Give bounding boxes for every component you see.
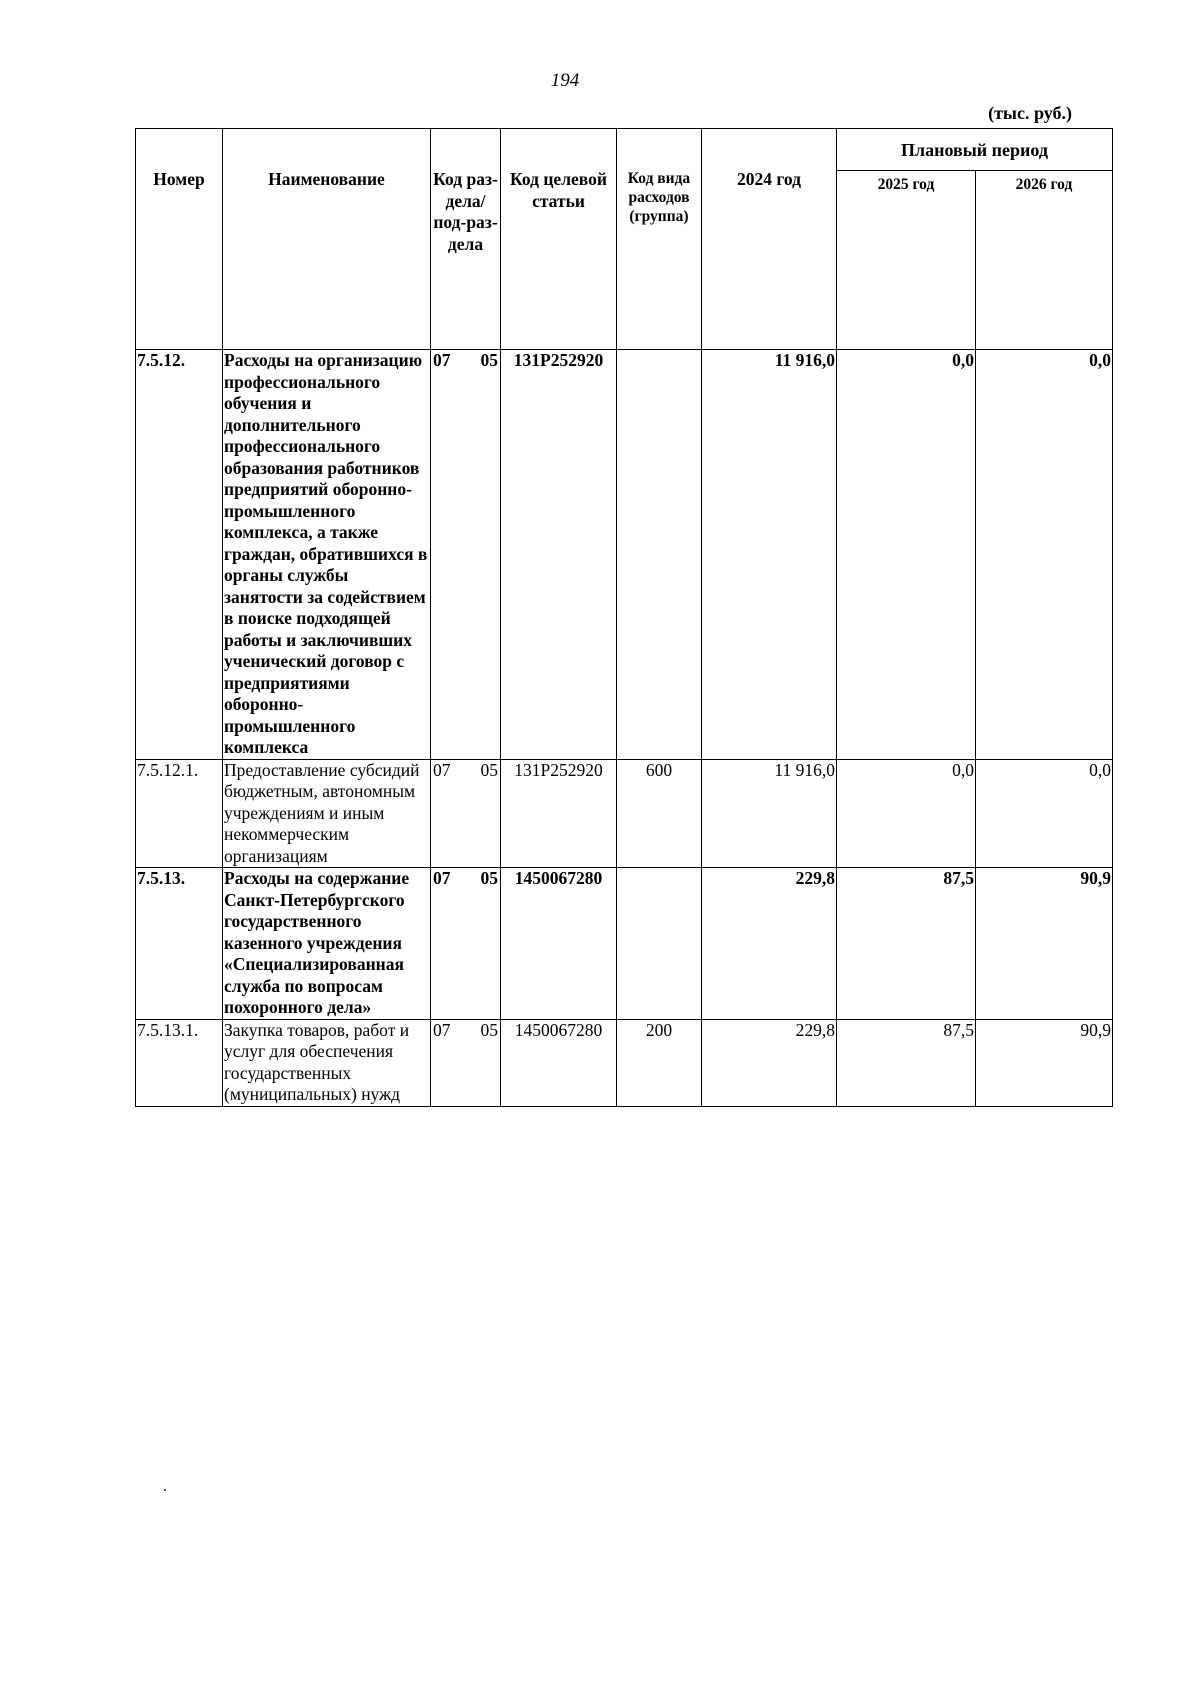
row-number: 7.5.13. <box>136 868 223 1020</box>
header-planning-period: Плановый период <box>837 129 1113 171</box>
row-section-code <box>431 868 501 1020</box>
row-amount-2026: 90,9 <box>976 868 1113 1020</box>
row-section: 07 <box>433 350 451 370</box>
table-row <box>136 759 1113 868</box>
row-target-code: 131P252920 <box>501 759 617 868</box>
header-year-2025: 2025 год <box>837 171 976 350</box>
row-target-code: 131P252920 <box>501 350 617 760</box>
row-expense-type <box>617 868 702 1020</box>
row-amount-2026: 0,0 <box>976 350 1113 760</box>
budget-table <box>135 128 1113 1107</box>
row-number: 7.5.13.1. <box>136 1019 223 1106</box>
header-year-2024: 2024 год <box>702 129 837 350</box>
row-expense-type <box>617 350 702 760</box>
row-amount-2024: 229,8 <box>702 868 837 1020</box>
row-target-code: 1450067280 <box>501 1019 617 1106</box>
row-amount-2025: 87,5 <box>837 868 976 1020</box>
row-amount-2024: 11 916,0 <box>702 350 837 760</box>
row-name: Предоставление субсидий бюджетным, автономным учреждениям и иным некоммерческим организациям <box>223 759 431 868</box>
row-amount-2026: 90,9 <box>976 1019 1113 1106</box>
row-section: 07 <box>433 759 451 780</box>
row-name: Закупка товаров, работ и услуг для обеспечения государственных (муниципальных) нужд <box>223 1019 431 1106</box>
row-section-code <box>431 759 501 868</box>
row-number: 7.5.12. <box>136 350 223 760</box>
row-name: Расходы на организацию профессионального обучения и дополнительного профессионального образования работников предприятий оборонно-промышленного комплекса, а также граждан, обратившихся в органы службы занятости за содействием в поиске подходящей работы и заключивших ученический договор с предприятиями оборонно-промышленного комплекса <box>223 350 431 760</box>
row-section: 07 <box>433 868 451 888</box>
row-number: 7.5.12.1. <box>136 759 223 868</box>
units-label: (тыс. руб.) <box>988 103 1072 123</box>
row-amount-2024: 229,8 <box>702 1019 837 1106</box>
row-amount-2025: 0,0 <box>837 759 976 868</box>
header-section-code: Код раз-дела/ под-раз-дела <box>431 129 501 350</box>
table-row <box>136 868 1113 1020</box>
row-expense-type: 600 <box>617 759 702 868</box>
table-row <box>136 350 1113 760</box>
row-expense-type: 200 <box>617 1019 702 1106</box>
row-section-code <box>431 350 501 760</box>
row-section-code <box>431 1019 501 1106</box>
row-subsection: 05 <box>480 868 498 888</box>
row-amount-2025: 0,0 <box>837 350 976 760</box>
row-section: 07 <box>433 1019 451 1040</box>
row-amount-2024: 11 916,0 <box>702 759 837 868</box>
header-expense-type: Код вида расходов (группа) <box>617 129 702 350</box>
row-name: Расходы на содержание Санкт-Петербургского государственного казенного учреждения «Специализированная служба по вопросам похоронного дела» <box>223 868 431 1020</box>
header-row-1 <box>136 129 1113 171</box>
row-subsection: 05 <box>480 759 498 780</box>
page-number: 194 <box>550 70 580 91</box>
header-number: Номер <box>136 129 223 350</box>
row-target-code: 1450067280 <box>501 868 617 1020</box>
row-amount-2026: 0,0 <box>976 759 1113 868</box>
row-amount-2025: 87,5 <box>837 1019 976 1106</box>
header-year-2026: 2026 год <box>976 171 1113 350</box>
row-subsection: 05 <box>480 1019 498 1040</box>
header-target-code: Код целевой статьи <box>501 129 617 350</box>
table-row <box>136 1019 1113 1106</box>
row-subsection: 05 <box>480 350 498 370</box>
header-name: Наименование <box>223 129 431 350</box>
stray-dot: . <box>163 1478 167 1495</box>
